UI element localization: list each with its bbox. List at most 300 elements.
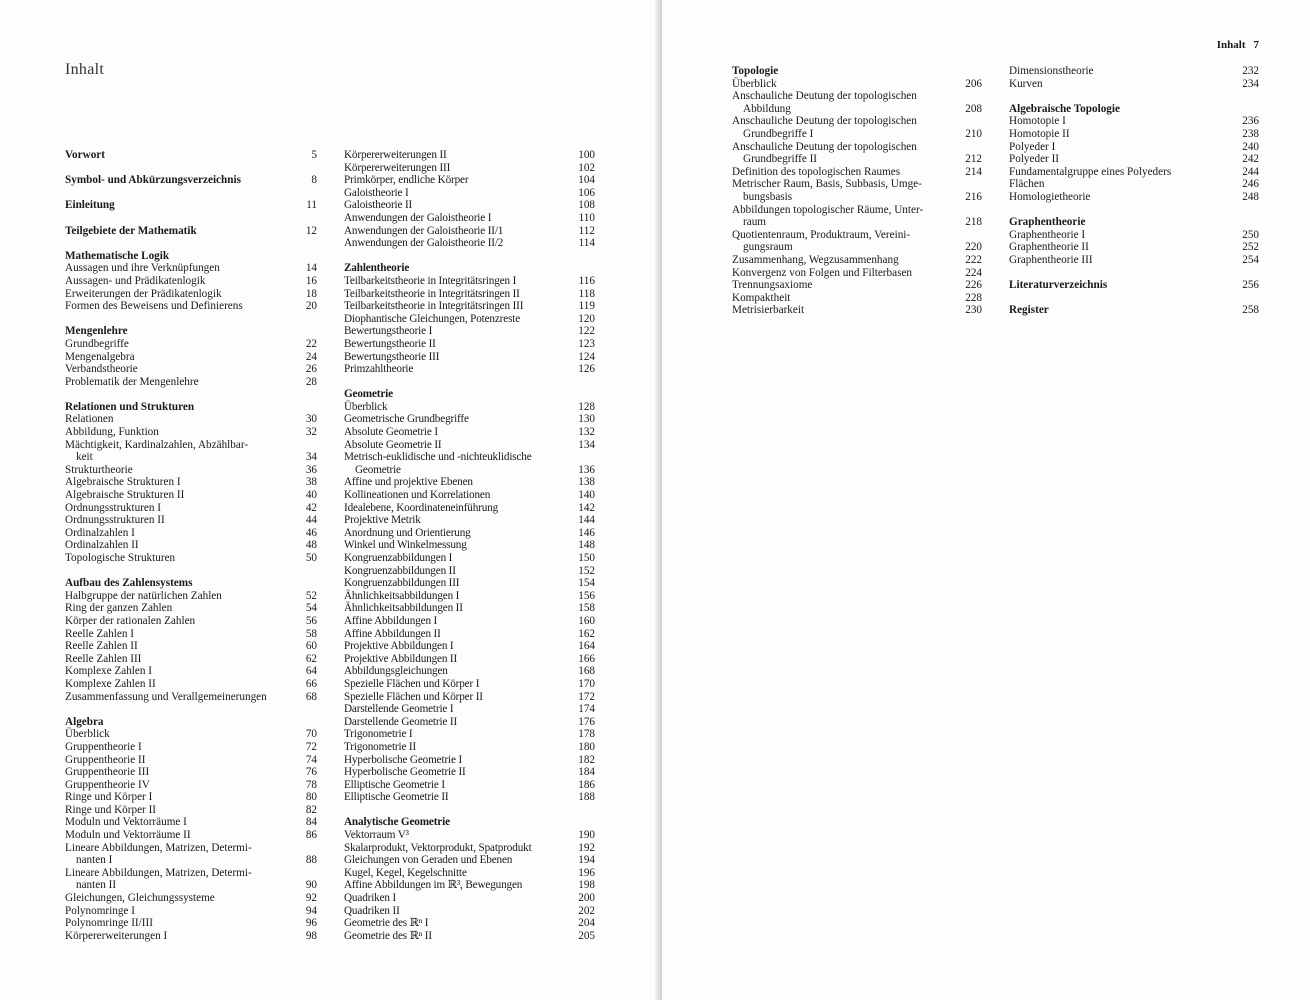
toc-entry-label: Reelle Zahlen III (65, 652, 142, 665)
toc-entry[interactable] (344, 363, 595, 376)
toc-entry-label: Literaturverzeichnis (1009, 279, 1108, 292)
toc-page-number: 104 (578, 174, 595, 187)
toc-entry[interactable] (65, 804, 317, 817)
toc-entry[interactable] (65, 376, 317, 389)
toc-entry[interactable] (732, 292, 982, 305)
toc-entry[interactable] (65, 426, 317, 439)
toc-page-number: 132 (578, 426, 595, 439)
toc-entry[interactable] (65, 728, 317, 741)
toc-entry[interactable] (344, 577, 595, 590)
toc-entry-label: Reelle Zahlen II (65, 640, 138, 653)
toc-entry-label: Gruppentheorie III (65, 766, 150, 779)
toc-entry[interactable] (732, 304, 982, 317)
toc-entry[interactable] (344, 716, 595, 729)
toc-entry[interactable] (344, 754, 595, 767)
toc-entry[interactable] (344, 439, 595, 452)
toc-entry-title (344, 892, 575, 905)
toc-entry[interactable] (65, 602, 317, 615)
toc-entry[interactable] (344, 351, 595, 364)
toc-entry[interactable] (1009, 254, 1259, 267)
toc-entry-label: Vorwort (65, 149, 105, 161)
running-head (1209, 39, 1259, 51)
toc-entry[interactable] (344, 149, 595, 162)
toc-section-heading[interactable] (1009, 304, 1259, 317)
toc-entry[interactable] (344, 791, 595, 804)
toc-entry-title (344, 577, 575, 590)
toc-entry-label: Vektorraum V³ (344, 829, 409, 842)
toc-entry[interactable] (344, 905, 595, 918)
toc-entry-label: Homologietheorie (1009, 190, 1091, 203)
toc-entry[interactable] (344, 615, 595, 628)
toc-entry-label: Geometrische Grundbegriffe (344, 413, 469, 426)
toc-entry-title (344, 451, 575, 476)
toc-page-number: 74 (305, 753, 317, 766)
toc-entry[interactable] (65, 779, 317, 792)
toc-entry-label: Teilgebiete der Mathematik (65, 224, 197, 237)
toc-section-heading[interactable] (344, 816, 595, 829)
toc-entry-label: Graphentheorie (1009, 216, 1086, 229)
toc-page-number: 88 (305, 854, 317, 867)
toc-entry-title (344, 829, 575, 842)
toc-entry[interactable] (344, 514, 595, 527)
toc-entry-label: Formen des Beweisens und Definierens (65, 300, 243, 313)
toc-entry-title (732, 254, 962, 267)
toc-entry-label: Darstellende Geometrie II (344, 715, 458, 728)
toc-entry[interactable] (344, 917, 595, 930)
toc-entry-title (344, 149, 575, 162)
toc-entry-title (65, 527, 297, 540)
toc-section (344, 262, 595, 375)
toc-entry[interactable] (1009, 166, 1259, 179)
toc-entry[interactable] (65, 502, 317, 515)
toc-entry-label: Bewertungstheorie II (344, 337, 436, 350)
toc-entry-title (344, 779, 575, 792)
toc-entry-title (65, 476, 297, 489)
toc-entry[interactable] (65, 842, 317, 867)
toc-entry[interactable] (344, 691, 595, 704)
toc-entry[interactable] (65, 413, 317, 426)
toc-page-number: 214 (965, 165, 982, 178)
toc-entry[interactable] (344, 930, 595, 943)
toc-page-number: 28 (305, 375, 317, 388)
toc-page-number: 246 (1242, 178, 1259, 191)
toc-entry[interactable] (344, 300, 595, 313)
toc-entry-label: Moduln und Vektorräume II (65, 829, 191, 842)
toc-page-number: 46 (305, 526, 317, 539)
toc-entry-label: Mengenlehre (65, 325, 128, 338)
toc-entry-continuation: raum (743, 216, 766, 229)
toc-column-2 (344, 149, 595, 955)
toc-entry-label: Kugel, Kegel, Kegelschnitte (344, 866, 467, 879)
toc-entry[interactable] (65, 300, 317, 313)
toc-entry[interactable] (65, 741, 317, 754)
toc-entry-label: Algebraische Topologie (1009, 102, 1120, 115)
toc-heading-title (65, 325, 297, 338)
toc-page-number: 208 (965, 102, 982, 115)
toc-entry[interactable] (65, 262, 317, 275)
toc-entry-label: Geometrie des ℝⁿ I (344, 917, 429, 930)
toc-entry[interactable] (65, 930, 317, 943)
toc-entry-title (65, 552, 297, 565)
toc-entry[interactable] (732, 267, 982, 280)
toc-page-number: 122 (578, 325, 595, 338)
toc-page-number: 78 (305, 778, 317, 791)
toc-entry[interactable] (344, 325, 595, 338)
toc-entry-label: Graphentheorie I (1009, 228, 1086, 241)
toc-entry[interactable] (344, 854, 595, 867)
toc-entry[interactable] (732, 115, 982, 140)
toc-entry-title (65, 917, 297, 930)
toc-section-heading[interactable] (65, 401, 317, 414)
toc-entry[interactable] (732, 166, 982, 179)
toc-page-number: 146 (578, 526, 595, 539)
toc-entry-label: Anordnung und Orientierung (344, 526, 471, 539)
toc-entry[interactable] (65, 439, 317, 464)
toc-entry[interactable] (65, 653, 317, 666)
toc-entry[interactable] (344, 237, 595, 250)
toc-entry[interactable] (65, 678, 317, 691)
toc-page-number: 106 (578, 186, 595, 199)
toc-entry[interactable] (344, 413, 595, 426)
toc-entry[interactable] (344, 766, 595, 779)
toc-entry[interactable] (1009, 128, 1259, 141)
toc-entry[interactable] (65, 338, 317, 351)
toc-entry-title (65, 640, 297, 653)
toc-section-heading[interactable] (65, 149, 317, 162)
toc-entry[interactable] (1009, 65, 1259, 78)
toc-page-number: 176 (578, 715, 595, 728)
toc-heading-title (1009, 279, 1239, 292)
toc-entry[interactable] (344, 728, 595, 741)
toc-entry[interactable] (344, 590, 595, 603)
toc-page-number: 12 (305, 224, 317, 237)
toc-page-number: 150 (578, 552, 595, 564)
toc-entry-continuation: Abbildung (743, 102, 791, 115)
toc-page-number: 22 (305, 337, 317, 350)
toc-page-number: 44 (305, 514, 317, 527)
toc-column-1 (65, 149, 317, 955)
toc-entry-title (344, 917, 575, 930)
right-page (662, 0, 1310, 1000)
toc-page-number: 84 (305, 816, 317, 829)
toc-entry-title (65, 439, 297, 464)
toc-entry-label: Körpererweiterungen II (344, 149, 447, 161)
toc-page-number: 8 (311, 174, 317, 187)
toc-entry-title (344, 439, 575, 452)
toc-section (65, 401, 317, 565)
toc-page-number: 182 (578, 753, 595, 766)
toc-entry-label: Kompaktheit (732, 291, 791, 304)
toc-entry[interactable] (1009, 78, 1259, 91)
toc-entry[interactable] (344, 879, 595, 892)
toc-entry[interactable] (344, 565, 595, 578)
toc-entry[interactable] (344, 338, 595, 351)
toc-entry[interactable] (344, 401, 595, 414)
toc-entry[interactable] (344, 703, 595, 716)
toc-entry[interactable] (65, 539, 317, 552)
toc-page-number: 234 (1242, 77, 1259, 90)
toc-entry-title (732, 267, 962, 280)
toc-entry[interactable] (344, 288, 595, 301)
toc-page-number: 62 (305, 652, 317, 665)
toc-entry[interactable] (1009, 153, 1259, 166)
toc-section (65, 325, 317, 388)
toc-section-heading[interactable] (344, 388, 595, 401)
toc-entry[interactable] (1009, 241, 1259, 254)
toc-entry-title (344, 199, 575, 212)
toc-entry[interactable] (344, 199, 595, 212)
toc-section-heading[interactable] (65, 577, 317, 590)
toc-entry[interactable] (732, 90, 982, 115)
toc-entry-label: Bewertungstheorie I (344, 325, 433, 338)
toc-entry[interactable] (344, 451, 595, 476)
toc-entry[interactable] (65, 615, 317, 628)
toc-entry-title (344, 225, 575, 238)
toc-entry[interactable] (344, 502, 595, 515)
toc-section-heading[interactable] (732, 65, 982, 78)
toc-entry-title (65, 728, 297, 741)
toc-entry[interactable] (65, 489, 317, 502)
toc-entry-title (344, 879, 575, 892)
toc-entry-title (344, 237, 575, 250)
toc-entry[interactable] (65, 514, 317, 527)
toc-entry[interactable] (65, 552, 317, 565)
toc-entry-label: Algebra (65, 715, 104, 728)
toc-entry-title (344, 325, 575, 338)
toc-entry-title (65, 262, 297, 275)
toc-entry[interactable] (344, 476, 595, 489)
toc-entry-title (65, 691, 297, 704)
toc-entry[interactable] (344, 628, 595, 641)
toc-entry-label: Polynomringe I (65, 904, 135, 917)
toc-entry-label: Definition des topologischen Raumes (732, 165, 901, 178)
toc-entry-label: Gruppentheorie II (65, 753, 146, 766)
toc-entry-label: Anwendungen der Galoistheorie II/1 (344, 224, 504, 237)
toc-entry-label: Anwendungen der Galoistheorie I (344, 211, 492, 224)
toc-page-number: 70 (305, 728, 317, 741)
toc-entry[interactable] (65, 892, 317, 905)
toc-page-number: 142 (578, 501, 595, 514)
toc-heading-title (65, 250, 297, 263)
toc-entry[interactable] (65, 691, 317, 704)
toc-entry[interactable] (344, 162, 595, 175)
toc-entry[interactable] (344, 313, 595, 326)
toc-entry[interactable] (65, 816, 317, 829)
toc-entry-label: Polyeder II (1009, 153, 1060, 166)
toc-entry[interactable] (1009, 191, 1259, 204)
toc-entry[interactable] (344, 829, 595, 842)
toc-section-heading[interactable] (344, 262, 595, 275)
toc-entry-label: Kongruenzabbildungen I (344, 552, 453, 564)
toc-page-number: 30 (305, 413, 317, 426)
toc-entry[interactable] (65, 867, 317, 892)
toc-entry[interactable] (65, 464, 317, 477)
toc-entry[interactable] (1009, 141, 1259, 154)
toc-entry-title (65, 489, 297, 502)
toc-entry[interactable] (344, 779, 595, 792)
toc-entry-label: Einleitung (65, 199, 115, 212)
toc-entry-title (65, 590, 297, 603)
toc-page-number: 123 (578, 337, 595, 350)
toc-entry[interactable] (65, 275, 317, 288)
toc-entry-label: Ringe und Körper I (65, 791, 153, 804)
toc-page-number: 112 (578, 224, 595, 237)
toc-entry-title (344, 565, 575, 578)
toc-entry[interactable] (344, 489, 595, 502)
toc-entry[interactable] (65, 791, 317, 804)
toc-entry[interactable] (344, 187, 595, 200)
toc-section-heading[interactable] (65, 325, 317, 338)
toc-entry[interactable] (65, 288, 317, 301)
toc-page-number: 186 (578, 778, 595, 791)
toc-entry-label: Metrisch-euklidische und -nichteuklidische (344, 451, 532, 464)
toc-entry-title (1009, 153, 1239, 166)
toc-page-number: 116 (578, 274, 595, 287)
toc-page-number: 124 (578, 350, 595, 363)
toc-page-number: 162 (578, 627, 595, 640)
toc-entry[interactable] (344, 225, 595, 238)
toc-entry-title (65, 628, 297, 641)
toc-entry[interactable] (732, 141, 982, 166)
toc-entry[interactable] (344, 678, 595, 691)
toc-heading-title (1009, 304, 1239, 317)
toc-entry-title (344, 275, 575, 288)
toc-entry[interactable] (65, 628, 317, 641)
toc-entry[interactable] (65, 640, 317, 653)
toc-entry[interactable] (344, 174, 595, 187)
toc-entry[interactable] (65, 351, 317, 364)
toc-entry-label: Zusammenhang, Wegzusammenhang (732, 253, 899, 266)
toc-page-number: 72 (305, 740, 317, 753)
toc-page-number: 154 (578, 577, 595, 590)
toc-page-number: 226 (965, 279, 982, 292)
toc-page-number: 48 (305, 539, 317, 552)
toc-page-number: 96 (305, 917, 317, 930)
toc-entry-title (344, 854, 575, 867)
toc-entry[interactable] (65, 527, 317, 540)
toc-entry[interactable] (344, 602, 595, 615)
toc-section-heading[interactable] (65, 174, 317, 187)
toc-entry-title (65, 602, 297, 615)
toc-section-heading[interactable] (65, 225, 317, 238)
toc-heading-title (344, 388, 575, 401)
toc-entry-label: Ordinalzahlen II (65, 539, 139, 552)
toc-entry-label: Topologische Strukturen (65, 552, 176, 564)
toc-entry-title (65, 842, 297, 867)
toc-entry-label: Bewertungstheorie III (344, 350, 440, 363)
toc-section (732, 65, 982, 317)
toc-entry-label: Ordnungsstrukturen II (65, 514, 165, 527)
toc-entry[interactable] (344, 539, 595, 552)
toc-entry-label: Homotopie I (1009, 115, 1066, 128)
toc-section-heading[interactable] (65, 250, 317, 263)
toc-entry-title (732, 166, 962, 179)
toc-entry-title (344, 162, 575, 175)
toc-section (65, 716, 317, 943)
toc-section-heading[interactable] (65, 716, 317, 729)
toc-page-number: 56 (305, 614, 317, 627)
toc-entry-title (344, 766, 575, 779)
toc-entry-label: Abbildung, Funktion (65, 426, 159, 439)
toc-entry-title (344, 842, 575, 855)
toc-entry[interactable] (65, 754, 317, 767)
toc-entry-title (65, 816, 297, 829)
toc-entry[interactable] (344, 552, 595, 565)
toc-entry[interactable] (732, 78, 982, 91)
toc-entry-label: Mathematische Logik (65, 249, 170, 262)
toc-entry[interactable] (344, 842, 595, 855)
toc-entry-title (344, 930, 575, 943)
toc-section-heading[interactable] (65, 199, 317, 212)
toc-section (1009, 279, 1259, 292)
toc-entry[interactable] (344, 741, 595, 754)
toc-entry[interactable] (65, 590, 317, 603)
toc-entry-label: Problematik der Mengenlehre (65, 375, 199, 388)
toc-entry-continuation: Grundbegriffe I (743, 127, 814, 140)
toc-entry[interactable] (732, 204, 982, 229)
toc-entry[interactable] (732, 178, 982, 203)
toc-entry[interactable] (344, 665, 595, 678)
toc-entry[interactable] (344, 640, 595, 653)
toc-entry-title (65, 363, 297, 376)
toc-entry-continuation: Grundbegriffe II (743, 153, 818, 166)
toc-page-number: 82 (305, 803, 317, 816)
toc-entry[interactable] (344, 653, 595, 666)
toc-entry[interactable] (65, 905, 317, 918)
toc-entry[interactable] (732, 229, 982, 254)
toc-entry[interactable] (344, 275, 595, 288)
toc-entry[interactable] (344, 867, 595, 880)
toc-entry[interactable] (344, 212, 595, 225)
toc-entry-label: Quadriken II (344, 904, 400, 917)
toc-section-heading[interactable] (1009, 103, 1259, 116)
toc-entry[interactable] (65, 476, 317, 489)
toc-section-heading[interactable] (1009, 279, 1259, 292)
toc-entry[interactable] (1009, 115, 1259, 128)
toc-page-number: 202 (578, 904, 595, 917)
toc-entry-label: Ähnlichkeitsabbildungen II (344, 602, 463, 615)
toc-entry[interactable] (344, 426, 595, 439)
toc-section-heading[interactable] (1009, 216, 1259, 229)
toc-entry-label: Zusammenfassung und Verallgemeinerungen (65, 690, 267, 703)
toc-heading-title (65, 225, 297, 238)
toc-entry-title (344, 728, 575, 741)
toc-entry-title (1009, 229, 1239, 242)
toc-entry[interactable] (344, 892, 595, 905)
toc-entry[interactable] (732, 254, 982, 267)
toc-entry[interactable] (344, 527, 595, 540)
toc-entry[interactable] (1009, 229, 1259, 242)
toc-entry-label: Mächtigkeit, Kardinalzahlen, Abzählbar- (65, 438, 249, 451)
toc-entry-label: Körpererweiterungen III (344, 161, 451, 174)
toc-entry-title (344, 615, 575, 628)
toc-entry[interactable] (65, 665, 317, 678)
toc-heading-title (1009, 216, 1239, 229)
toc-entry-label: Diophantische Gleichungen, Potenzreste (344, 312, 521, 325)
toc-entry[interactable] (65, 917, 317, 930)
toc-page-number: 240 (1242, 140, 1259, 153)
toc-entry-title (344, 539, 575, 552)
toc-entry[interactable] (732, 279, 982, 292)
toc-page-number: 236 (1242, 115, 1259, 128)
toc-entry[interactable] (65, 766, 317, 779)
toc-entry-label: Mengenalgebra (65, 350, 135, 363)
toc-entry[interactable] (65, 363, 317, 376)
toc-entry[interactable] (65, 829, 317, 842)
toc-entry-title (65, 892, 297, 905)
toc-page-number: 76 (305, 766, 317, 779)
toc-entry[interactable] (1009, 178, 1259, 191)
